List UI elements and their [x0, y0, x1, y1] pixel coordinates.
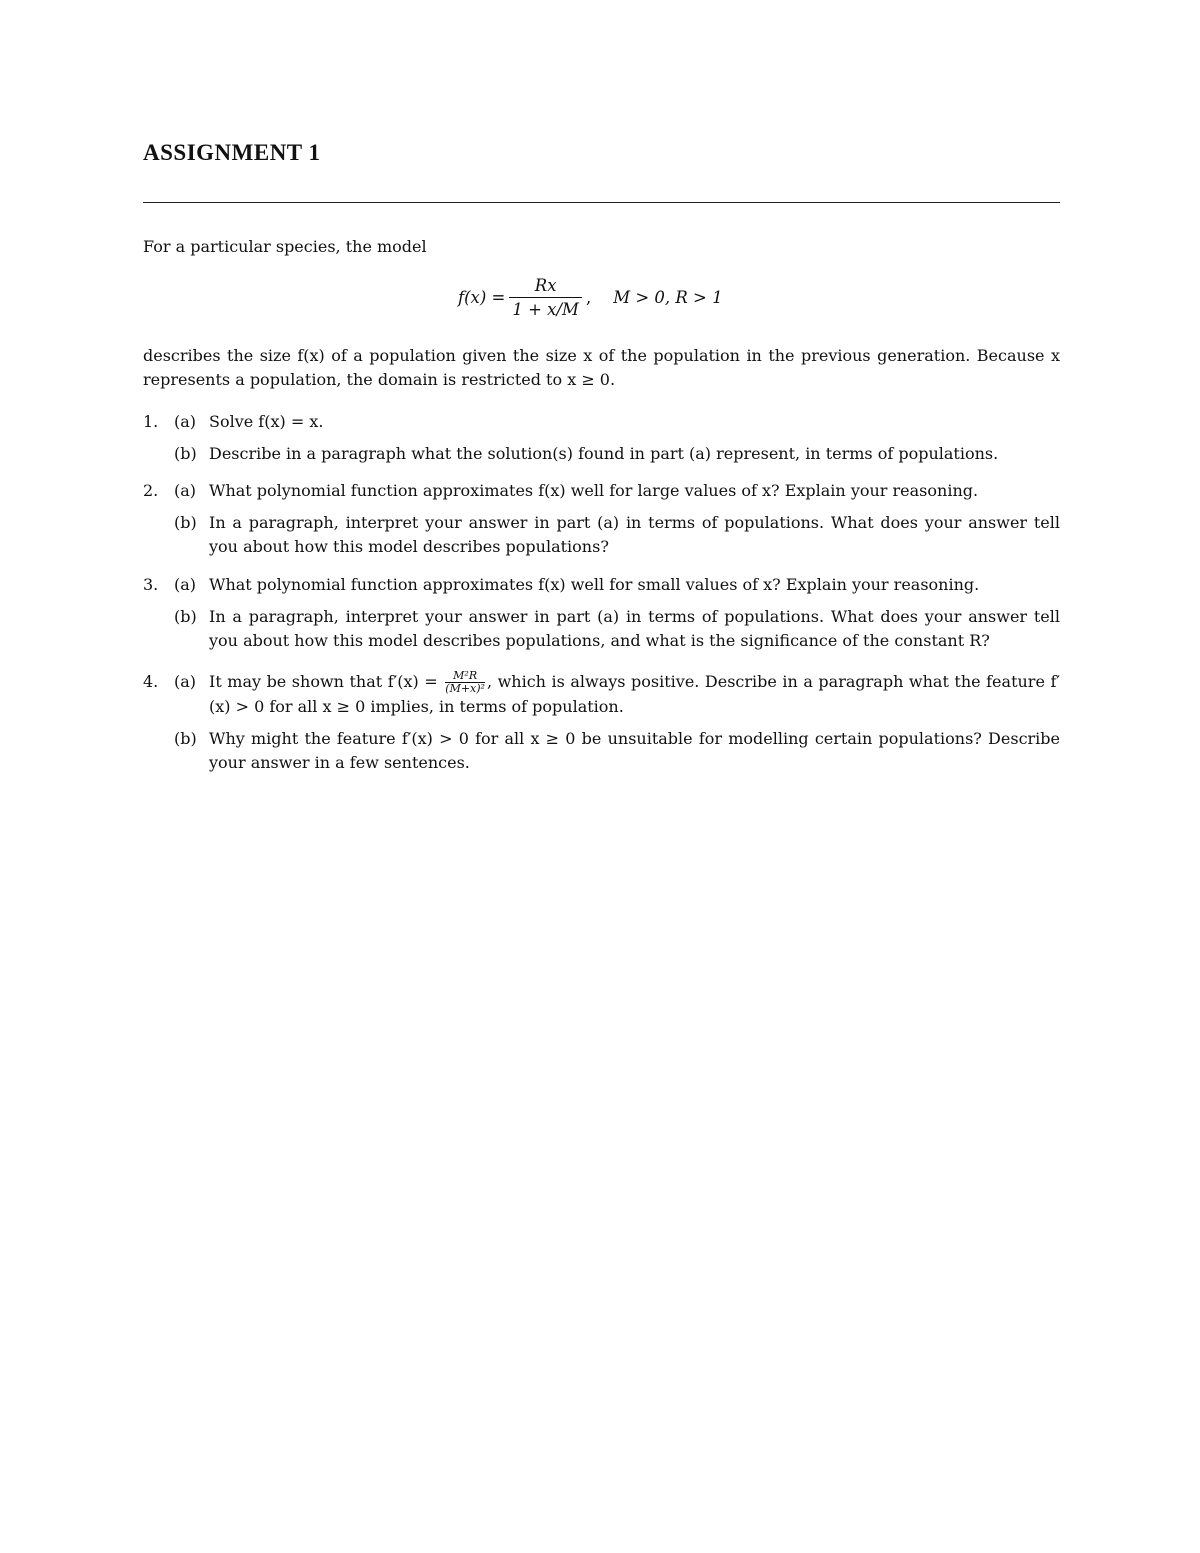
- derivative-numerator: M²R: [453, 669, 478, 682]
- part-text-before: It may be shown that f′(x) =: [209, 672, 438, 691]
- model-description: describes the size f(x) of a population given the size x of the population in the previous generation. Because x represents a population, the domain is restricted to x ≥ 0.: [143, 346, 1060, 389]
- part-label: (a): [174, 481, 197, 500]
- part-label: (b): [174, 513, 197, 532]
- part-label: (a): [174, 672, 197, 691]
- part-label: (a): [174, 575, 197, 594]
- part-label: (a): [174, 412, 197, 431]
- equation-conditions: M > 0, R > 1: [613, 288, 723, 307]
- equation-lhs: f(x) =: [458, 288, 506, 307]
- part-text: What polynomial function approximates f(x) well for small values of x? Explain your reasoning.: [209, 575, 980, 594]
- part-text: What polynomial function approximates f(x) well for large values of x? Explain your reasoning.: [209, 481, 979, 500]
- question-number: 4.: [143, 672, 159, 691]
- question-part: [143, 605, 1060, 653]
- part-text: In a paragraph, interpret your answer in part (a) in terms of populations. What does your answer tell you about how this model describes populations?: [209, 513, 1060, 556]
- part-label: (b): [174, 729, 197, 748]
- equation-comma: ,: [585, 288, 592, 307]
- question-4: [143, 670, 1060, 775]
- part-text: Why might the feature f′(x) > 0 for all x ≥ 0 be unsuitable for modelling certain populations? Describe your answer in a few sentences.: [209, 729, 1060, 772]
- question-part: [143, 573, 1060, 597]
- derivative-fraction: [445, 670, 485, 695]
- question-number: 2.: [143, 481, 159, 500]
- part-text: Solve f(x) = x.: [209, 412, 324, 431]
- intro-text: For a particular species, the model: [143, 237, 427, 256]
- equation-fraction: [509, 276, 582, 319]
- question-part: [143, 727, 1060, 775]
- question-3: [143, 573, 1060, 653]
- question-number: 1.: [143, 412, 159, 431]
- part-text: In a paragraph, interpret your answer in part (a) in terms of populations. What does your answer tell you about how this model describes populations, and what is the significance of the constant R?: [209, 607, 1060, 650]
- question-number: 3.: [143, 575, 159, 594]
- question-part: [143, 479, 1060, 503]
- page-title: ASSIGNMENT 1: [143, 140, 321, 165]
- part-text-after: , which is always positive. Describe in a paragraph what the feature f′(x) > 0 for all x ≥ 0 implies, in terms of population.: [209, 672, 1061, 716]
- part-label: (b): [174, 444, 197, 463]
- equation-numerator: Rx: [534, 276, 557, 295]
- question-part: [143, 670, 1060, 719]
- question-part: [143, 410, 1060, 434]
- model-equation: [458, 276, 723, 319]
- derivative-denominator: (M+x)²: [445, 682, 485, 695]
- question-2: [143, 479, 1060, 559]
- part-text: Describe in a paragraph what the solution(s) found in part (a) represent, in terms of populations.: [209, 444, 999, 463]
- equation-denominator: 1 + x/M: [509, 297, 582, 319]
- part-label: (b): [174, 607, 197, 626]
- question-part: [143, 442, 1060, 466]
- question-1: [143, 410, 1060, 466]
- question-part: [143, 511, 1060, 559]
- title-rule: [143, 202, 1060, 203]
